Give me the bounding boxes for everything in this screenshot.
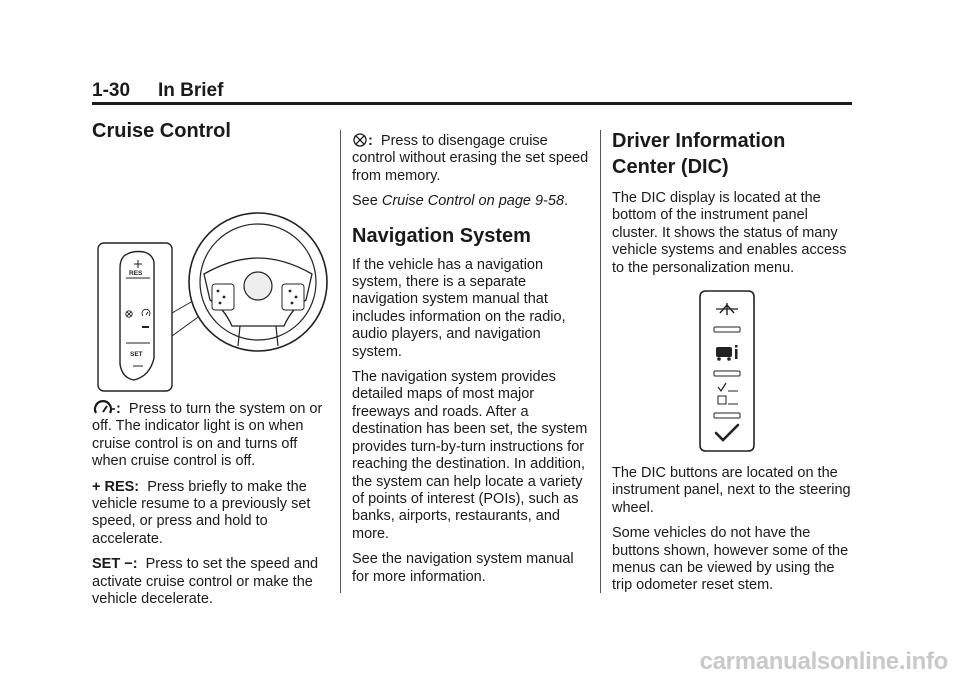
cruise-page-link[interactable]: Cruise Control on page 9‑58 bbox=[381, 193, 565, 210]
column-divider-1 bbox=[340, 130, 341, 593]
see-prefix: See bbox=[352, 193, 378, 210]
navigation-p2: The navigation system provides detailed maps of most major freeways and roads. After a destination has been set, the system provides turn-by-turn instructions for reaching the destination. In addition, the system can help locate a variety of points of interest (POIs), such as banks, airports, restaurants, and more. bbox=[352, 369, 588, 542]
power-label: : bbox=[116, 401, 121, 417]
power-text: Press to turn the system on or off. The indicator light is on when cruise control is on and turns off when cruise control is off. bbox=[92, 401, 323, 470]
dic-heading bbox=[612, 128, 852, 180]
page-number: 1-30 bbox=[92, 80, 131, 101]
header-rule bbox=[92, 102, 852, 105]
see-suffix: . bbox=[564, 193, 569, 210]
res-label: RES bbox=[129, 270, 143, 277]
set-term: SET −: bbox=[92, 556, 138, 573]
dic-heading-line2: Center (DIC) bbox=[612, 156, 729, 178]
dic-p3: Some vehicles do not have the buttons shown, however some of the menus can be viewed by using the trip odometer reset stem. bbox=[612, 525, 849, 594]
navigation-p3: See the navigation system manual for more information. bbox=[352, 551, 574, 585]
navigation-heading: Navigation System bbox=[352, 224, 531, 247]
set-text: Press to set the speed and activate cruise control or make the vehicle decelerate. bbox=[92, 556, 319, 608]
dic-p1: The DIC display is located at the bottom of the instrument panel cluster. It shows the status of many vehicle systems and enables access to the personalization menu. bbox=[612, 190, 847, 276]
navigation-p1: If the vehicle has a navigation system, there is a separate navigation system manual that includes information on the radio, audio players, and navigation system. bbox=[352, 256, 566, 360]
resume-text: Press briefly to make the vehicle resume to a previously set speed, or press and hold to accelerate. bbox=[92, 478, 311, 547]
column-divider-2 bbox=[600, 130, 601, 593]
cancel-circle-icon bbox=[352, 132, 368, 148]
power-paragraph bbox=[92, 400, 328, 471]
dic-heading-line1: Driver Information bbox=[612, 130, 786, 152]
see-cruise-reference bbox=[352, 193, 592, 210]
column-dic bbox=[612, 128, 852, 603]
set-label: SET bbox=[130, 351, 143, 358]
cruise-control-icon bbox=[92, 400, 116, 416]
dic-p2: The DIC buttons are located on the instrument panel, next to the steering wheel. bbox=[612, 465, 851, 516]
cancel-paragraph bbox=[352, 132, 592, 185]
dic-buttons-figure bbox=[612, 285, 852, 461]
cruise-control-heading: Cruise Control bbox=[92, 120, 231, 142]
column-cruise-control bbox=[92, 118, 328, 616]
footer bbox=[0, 648, 960, 675]
resume-term: + RES: bbox=[92, 478, 140, 495]
set-paragraph bbox=[92, 556, 328, 608]
cancel-text: Press to disengage cruise control without erasing the set speed from memory. bbox=[352, 133, 589, 184]
page-header bbox=[92, 80, 852, 104]
section-title: In Brief bbox=[158, 80, 224, 101]
steering-wheel-controls-figure bbox=[92, 158, 328, 398]
cancel-label: : bbox=[368, 133, 373, 149]
resume-paragraph bbox=[92, 479, 328, 549]
column-navigation bbox=[352, 132, 592, 594]
watermark: carmanualsonline.info bbox=[699, 648, 948, 675]
